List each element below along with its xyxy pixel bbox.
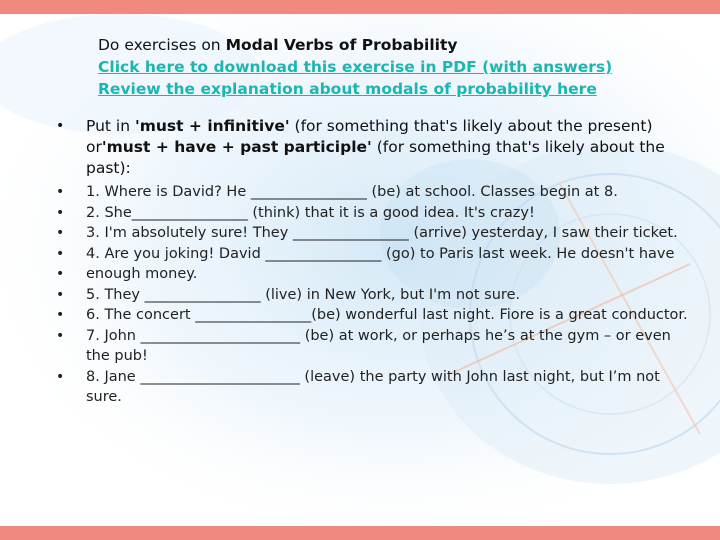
exercise-item-text: 6. The concert ________________(be) wonderful last night. Fiore is a great conductor. — [86, 307, 688, 323]
intro-bold-2: 'must + have + past participle' — [101, 138, 372, 156]
exercise-item-text: enough money. — [86, 266, 198, 282]
intro-text-3: (for something that's likely about the past): — [86, 138, 665, 177]
intro-bold-1: 'must + infinitive' — [134, 117, 290, 135]
header-prefix: Do exercises on — [98, 36, 226, 54]
bullet-icon: • — [56, 327, 65, 344]
top-bar — [0, 0, 720, 14]
exercise-item-text: 1. Where is David? He ________________ (be) at school. Classes begin at 8. — [86, 184, 618, 200]
exercise-item-7 — [56, 326, 696, 367]
bottom-bar — [0, 526, 720, 540]
exercise-content — [56, 116, 696, 408]
exercise-item-text: 7. John ______________________ (be) at work, or perhaps he’s at the gym – or even the pub! — [86, 327, 671, 364]
exercise-item-text: 8. Jane ______________________ (leave) the party with John last night, but I’m not sure. — [86, 368, 660, 405]
bullet-icon: • — [56, 184, 65, 200]
bullet-icon: • — [56, 286, 65, 303]
exercise-item-2 — [56, 203, 696, 224]
header-topic: Modal Verbs of Probability — [225, 36, 458, 54]
exercise-item-8 — [56, 367, 696, 408]
bullet-icon: • — [56, 204, 65, 221]
intro-text-2: (for something that's likely about the present) or — [86, 117, 653, 156]
exercise-item-1 — [56, 182, 696, 203]
exercise-item-4-continued — [56, 264, 696, 285]
header — [98, 34, 612, 100]
intro-text-1: Put in — [86, 117, 135, 135]
exercise-item-3 — [56, 223, 696, 244]
exercise-item-text: 3. I'm absolutely sure! They ________________ (arrive) yesterday, I saw their ticket. — [86, 225, 678, 241]
exercise-item-text: 2. She________________ (think) that it is a good idea. It's crazy! — [86, 204, 535, 221]
header-title — [98, 34, 612, 56]
bullet-icon: • — [56, 225, 65, 241]
review-explanation-link[interactable]: Review the explanation about modals of probability here — [98, 80, 597, 98]
instructions — [56, 116, 696, 179]
exercise-item-4 — [56, 244, 696, 265]
exercise-item-text: 4. Are you joking! David ________________ (go) to Paris last week. He doesn't have — [86, 245, 675, 262]
download-pdf-link[interactable]: Click here to download this exercise in PDF (with answers) — [98, 58, 613, 76]
bullet-icon: • — [56, 307, 65, 323]
exercise-item-text: 5. They ________________ (live) in New York, but I'm not sure. — [86, 286, 521, 303]
bullet-icon: • — [56, 266, 65, 282]
bullet-icon: • — [56, 368, 65, 385]
bullet-icon: • — [56, 118, 65, 134]
exercise-item-5 — [56, 285, 696, 306]
exercise-item-6 — [56, 305, 696, 326]
bullet-icon: • — [56, 245, 65, 262]
